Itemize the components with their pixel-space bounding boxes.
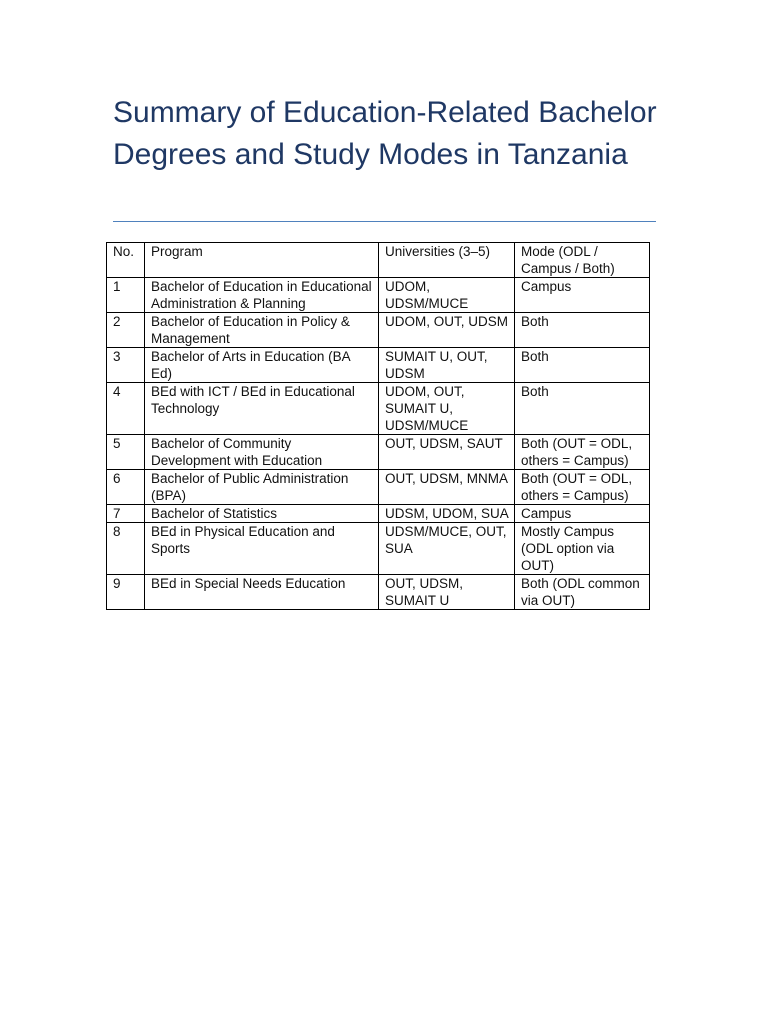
cell-universities: OUT, UDSM, MNMA [379, 470, 515, 505]
cell-mode: Campus [515, 278, 650, 313]
cell-universities: SUMAIT U, OUT, UDSM [379, 348, 515, 383]
cell-mode: Both [515, 313, 650, 348]
table-row [107, 435, 650, 470]
cell-no: 8 [107, 523, 145, 575]
programs-table [106, 242, 650, 610]
cell-program: Bachelor of Public Administration (BPA) [145, 470, 379, 505]
title-divider [113, 221, 656, 222]
cell-no: 2 [107, 313, 145, 348]
cell-program: Bachelor of Community Development with Education [145, 435, 379, 470]
table-row [107, 278, 650, 313]
cell-universities: OUT, UDSM, SAUT [379, 435, 515, 470]
cell-program: BEd with ICT / BEd in Educational Technology [145, 383, 379, 435]
cell-program: BEd in Special Needs Education [145, 575, 379, 610]
cell-mode: Both (ODL common via OUT) [515, 575, 650, 610]
cell-mode: Both [515, 348, 650, 383]
table-header-row [107, 243, 650, 278]
header-universities: Universities (3–5) [379, 243, 515, 278]
cell-program: Bachelor of Education in Policy & Management [145, 313, 379, 348]
cell-no: 7 [107, 505, 145, 523]
header-program: Program [145, 243, 379, 278]
cell-universities: UDSM/MUCE, OUT, SUA [379, 523, 515, 575]
cell-no: 3 [107, 348, 145, 383]
header-no: No. [107, 243, 145, 278]
cell-program: Bachelor of Statistics [145, 505, 379, 523]
table-row [107, 505, 650, 523]
cell-universities: UDOM, OUT, UDSM [379, 313, 515, 348]
cell-mode: Both [515, 383, 650, 435]
cell-mode: Campus [515, 505, 650, 523]
cell-no: 1 [107, 278, 145, 313]
cell-universities: UDSM, UDOM, SUA [379, 505, 515, 523]
cell-program: Bachelor of Arts in Education (BA Ed) [145, 348, 379, 383]
table-row [107, 575, 650, 610]
table-row [107, 313, 650, 348]
cell-no: 6 [107, 470, 145, 505]
header-mode: Mode (ODL / Campus / Both) [515, 243, 650, 278]
cell-program: Bachelor of Education in Educational Administration & Planning [145, 278, 379, 313]
table-row [107, 523, 650, 575]
table-row [107, 470, 650, 505]
cell-mode: Both (OUT = ODL, others = Campus) [515, 435, 650, 470]
cell-mode: Mostly Campus (ODL option via OUT) [515, 523, 650, 575]
cell-universities: UDOM, UDSM/MUCE [379, 278, 515, 313]
cell-program: BEd in Physical Education and Sports [145, 523, 379, 575]
cell-no: 4 [107, 383, 145, 435]
table-row [107, 383, 650, 435]
table-row [107, 348, 650, 383]
cell-universities: OUT, UDSM, SUMAIT U [379, 575, 515, 610]
cell-no: 9 [107, 575, 145, 610]
document-title: Summary of Education-Related Bachelor Degrees and Study Modes in Tanzania [113, 96, 657, 171]
cell-no: 5 [107, 435, 145, 470]
cell-mode: Both (OUT = ODL, others = Campus) [515, 470, 650, 505]
cell-universities: UDOM, OUT, SUMAIT U, UDSM/MUCE [379, 383, 515, 435]
